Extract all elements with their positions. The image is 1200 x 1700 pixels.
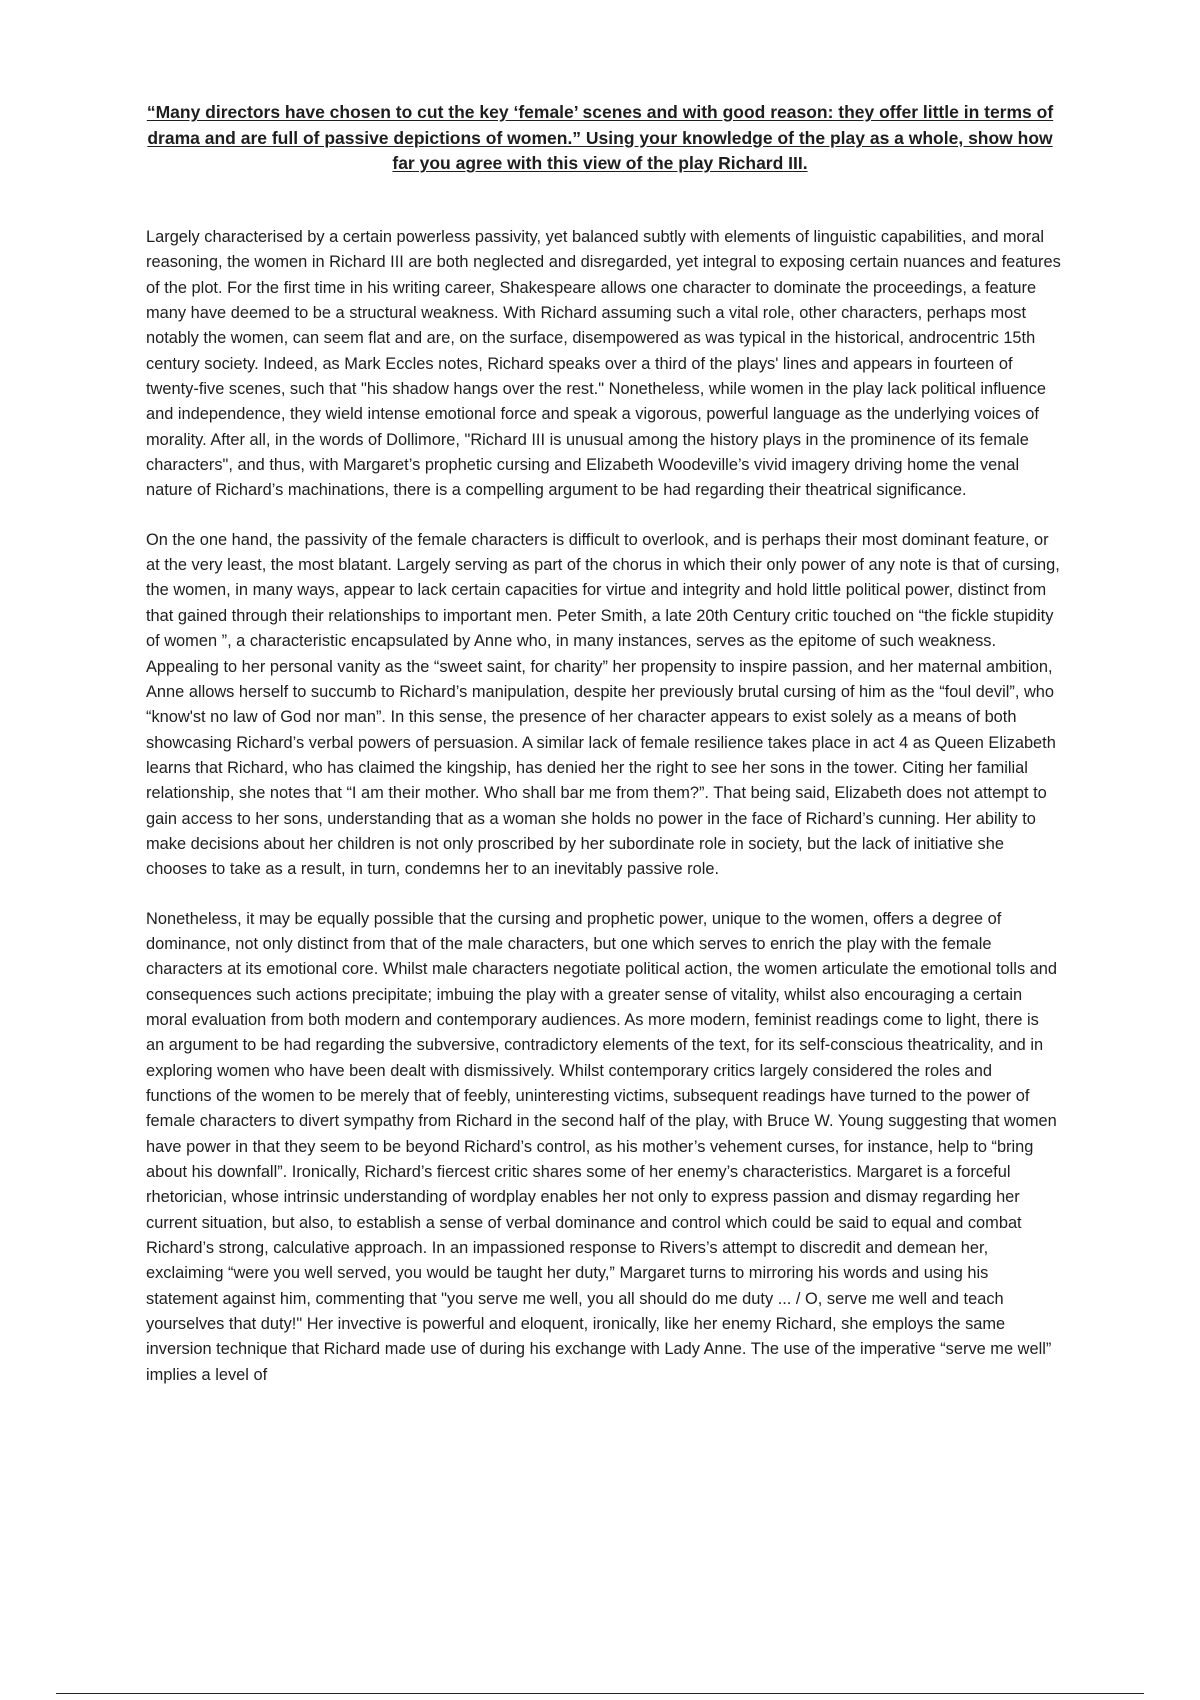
paragraph-counterargument: Nonetheless, it may be equally possible that the cursing and prophetic power, unique to the women, offers a degree of dominance, not only distinct from that of the male characters, but one which serves to enrich the play with the female characters at its emotional core. Whilst male characters negotiate political action, the women articulate the emotional tolls and consequences such actions precipitate; imbuing the play with a greater sense of vitality, whilst also encouraging a certain moral evaluation from both modern and contemporary audiences. As more modern, feminist readings come to light, there is an argument to be had regarding the subversive, contradictory elements of the text, for its self-conscious theatricality, and in exploring women who have been dealt with dismissively. Whilst contemporary critics largely considered the roles and functions of the women to be merely that of feebly, uninteresting victims, subsequent readings have turned to the power of female characters to divert sympathy from Richard in the second half of the play, with Bruce W. Young suggesting that women have power in that they seem to be beyond Richard’s control, as his mother’s vehement curses, for instance, help to “bring about his downfall”. Ironically, Richard’s fiercest critic shares some of her enemy’s characteristics. Margaret is a forceful rhetorician, whose intrinsic understanding of wordplay enables her not only to express passion and dismay regarding her current situation, but also, to establish a sense of verbal dominance and control which could be said to equal and combat Richard’s strong, calculative approach. In an impassioned response to Rivers’s attempt to discredit and demean her, exclaiming “were you well served, you would be taught her duty,” Margaret turns to mirroring his words and using his statement against him, commenting that "you serve me well, you all should do me duty ... / O, serve me well and teach yourselves that duty!" Her invective is powerful and eloquent, ironically, like her enemy Richard, she employs the same inversion technique that Richard made use of during his exchange with Lady Anne. The use of the imperative “serve me well” implies a level of bbox=[146, 909, 1058, 1384]
paragraph-passivity: On the one hand, the passivity of the female characters is difficult to overlook, and is perhaps their most dominant feature, or at the very least, the most blatant. Largely serving as part of the chorus in which their only power of any note is that of cursing, the women, in many ways, appear to lack certain capacities for virtue and integrity and hold little political power, distinct from that gained through their relationships to important men. Peter Smith, a late 20th Century critic touched on “the fickle stupidity of women ”, a characteristic encapsulated by Anne who, in many instances, serves as the epitome of such weakness. Appealing to her personal vanity as the “sweet saint, for charity” her propensity to inspire passion, and her maternal ambition, Anne allows herself to succumb to Richard’s manipulation, despite her previously brutal cursing of him as the “foul devil”, who “know'st no law of God nor man”. In this sense, the presence of her character appears to exist solely as a means of both showcasing Richard’s verbal powers of persuasion. A similar lack of female resilience takes place in act 4 as Queen Elizabeth learns that Richard, who has claimed the kingship, has denied her the right to see her sons in the tower. Citing her familial relationship, she notes that “I am their mother. Who shall bar me from them?”. That being said, Elizabeth does not attempt to gain access to her sons, understanding that as a woman she holds no power in the face of Richard’s cunning. Her ability to make decisions about her children is not only proscribed by her subordinate role in society, but the lack of initiative she chooses to take as a result, in turn, condemns her to an inevitably passive role. bbox=[146, 530, 1060, 879]
page-bottom-divider bbox=[56, 1693, 1144, 1694]
essay-body bbox=[146, 225, 1061, 1412]
paragraph-intro: Largely characterised by a certain powerless passivity, yet balanced subtly with elements of linguistic capabilities, and moral reasoning, the women in Richard III are both neglected and disregarded, yet integral to exposing certain nuances and features of the plot. For the first time in his writing career, Shakespeare allows one character to dominate the proceedings, a feature many have deemed to be a structural weakness. With Richard assuming such a vital role, other characters, perhaps most notably the women, can seem flat and are, on the surface, disempowered as was typical in the historical, androcentric 15th century society. Indeed, as Mark Eccles notes, Richard speaks over a third of the plays' lines and appears in fourteen of twenty-five scenes, such that "his shadow hangs over the rest." Nonetheless, while women in the play lack political influence and independence, they wield intense emotional force and speak a vigorous, powerful language as the underlying voices of morality. After all, in the words of Dollimore, "Richard III is unusual among the history plays in the prominence of its female characters", and thus, with Margaret’s prophetic cursing and Elizabeth Woodeville’s vivid imagery driving home the venal nature of Richard’s machinations, there is a compelling argument to be had regarding their theatrical significance. bbox=[146, 228, 1061, 500]
essay-question-title: “Many directors have chosen to cut the key ‘female’ scenes and with good reason: they offer little in terms of drama and are full of passive depictions of women.” Using your knowledge of the play as a whole, show how far you agree with this view of the play Richard III. bbox=[146, 102, 1054, 173]
